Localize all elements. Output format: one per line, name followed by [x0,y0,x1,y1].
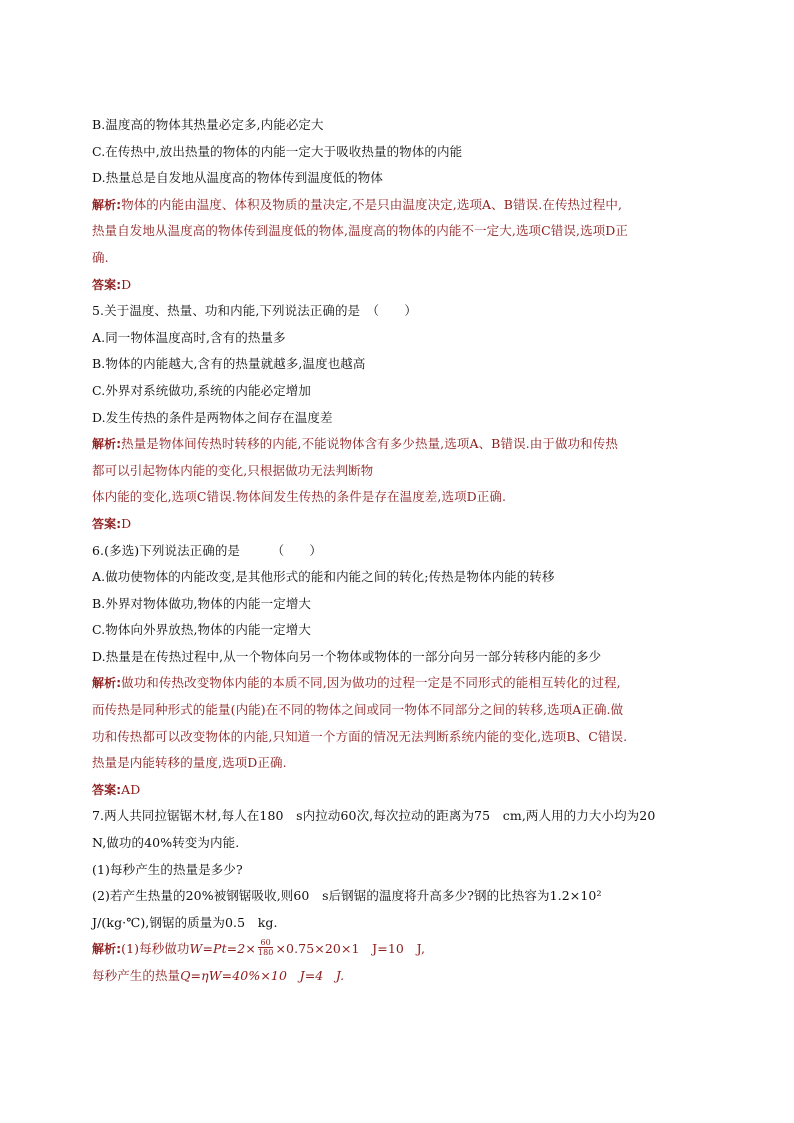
q5-answer: 答案:D [92,515,132,531]
fraction-denominator: 180 [257,948,274,958]
q6-analysis-line-2: 而传热是同种形式的能量(内能)在不同的物体之间或同一物体不同部分之间的转移,选项A正确.做 [92,702,624,718]
q6-analysis-line-1: 解析:做功和传热改变物体内能的本质不同,因为做功的过程一定是不同形式的能相互转化的过程, [92,675,621,691]
q6-option-a: A.做功使物体的内能改变,是其他形式的能和内能之间的转化;传热是物体内能的转移 [92,569,555,585]
answer-label: 答案: [92,782,122,797]
work-equation: W=Pt=2× [189,941,256,957]
q4-analysis-line-2: 热量自发地从温度高的物体传到温度低的物体,温度高的物体的内能不一定大,选项C错误,选项D正 [92,223,629,239]
q5-stem: 5.关于温度、热量、功和内能,下列说法正确的是 （ ） [92,303,417,319]
answer-label: 答案: [92,277,122,292]
answer-label: 答案: [92,516,122,531]
q5-analysis-line-1: 解析:热量是物体间传热时转移的内能,不能说物体含有多少热量,选项A、B错误.由于做功和传热 [92,436,618,452]
q7-stem-line-1: 7.两人共同拉锯锯木材,每人在180 s内拉动60次,每次拉动的距离为75 cm,两人用的力大小均为20 [92,808,656,824]
q6-option-d: D.热量是在传热过程中,从一个物体向另一个物体或物体的一部分向另一部分转移内能的多少 [92,648,602,664]
heat-equation: Q=ηW=40%×10 J=4 J. [180,968,345,983]
q6-analysis-line-3: 功和传热都可以改变物体的内能,只知道一个方面的情况无法判断系统内能的变化,选项B、C错误. [92,728,628,744]
q6-analysis-line-4: 热量是内能转移的量度,选项D正确. [92,755,287,771]
fraction [258,938,274,957]
q4-answer: 答案:D [92,276,132,292]
solution-text: 每秒产生的热量 [92,968,181,983]
q6-stem: 6.(多选)下列说法正确的是 （ ） [92,542,323,558]
q4-option-b: B.温度高的物体其热量必定多,内能必定大 [92,117,324,132]
q4-analysis-line-3: 确. [92,249,109,265]
q7-solution-line-2 [92,963,712,990]
analysis-label: 解析: [92,437,122,452]
q4-option-c: C.在传热中,放出热量的物体的内能一定大于吸收热量的物体的内能 [92,143,463,159]
solution-text: (1)每秒做功 [121,941,190,957]
q6-option-c: C.物体向外界放热,物体的内能一定增大 [92,622,311,638]
q5-option-c: C.外界对系统做功,系统的内能必定增加 [92,382,311,398]
q4-analysis-line-1: 解析:物体的内能由温度、体积及物质的量决定,不是只由温度决定,选项A、B错误.在传热过程中, [92,196,623,212]
analysis-label: 解析: [92,197,122,212]
q5-option-d: D.发生传热的条件是两物体之间存在温度差 [92,409,333,425]
q6-answer: 答案:AD [92,781,141,797]
analysis-label: 解析: [92,942,122,957]
q7-solution-line-1 [92,936,712,963]
solution-text: ×0.75×20×1 J=10 J, [275,941,426,957]
q4-option-d: D.热量总是自发地从温度高的物体传到温度低的物体 [92,170,383,186]
document-page [92,112,712,990]
q5-option-a: A.同一物体温度高时,含有的热量多 [92,329,286,345]
q7-sub-question-2-line-2: J/(kg·℃),钢锯的质量为0.5 kg. [92,914,278,930]
fraction-numerator: 60 [258,938,274,948]
q7-sub-question-2-line-1: (2)若产生热量的20%被钢锯吸收,则60 s后钢锯的温度将升高多少?钢的比热容为1.2×10² [92,888,602,904]
q6-option-b: B.外界对物体做功,物体的内能一定增大 [92,595,312,611]
q5-option-b: B.物体的内能越大,含有的热量就越多,温度也越高 [92,356,366,372]
q7-sub-question-1: (1)每秒产生的热量是多少? [92,861,243,877]
q7-stem-line-2: N,做功的40%转变为内能. [92,835,240,851]
analysis-label: 解析: [92,676,122,691]
q5-analysis-line-3: 体内能的变化,选项C错误.物体间发生传热的条件是存在温度差,选项D正确. [92,489,507,505]
q5-analysis-line-2: 都可以引起物体内能的变化,只根据做功无法判断物 [92,462,374,478]
